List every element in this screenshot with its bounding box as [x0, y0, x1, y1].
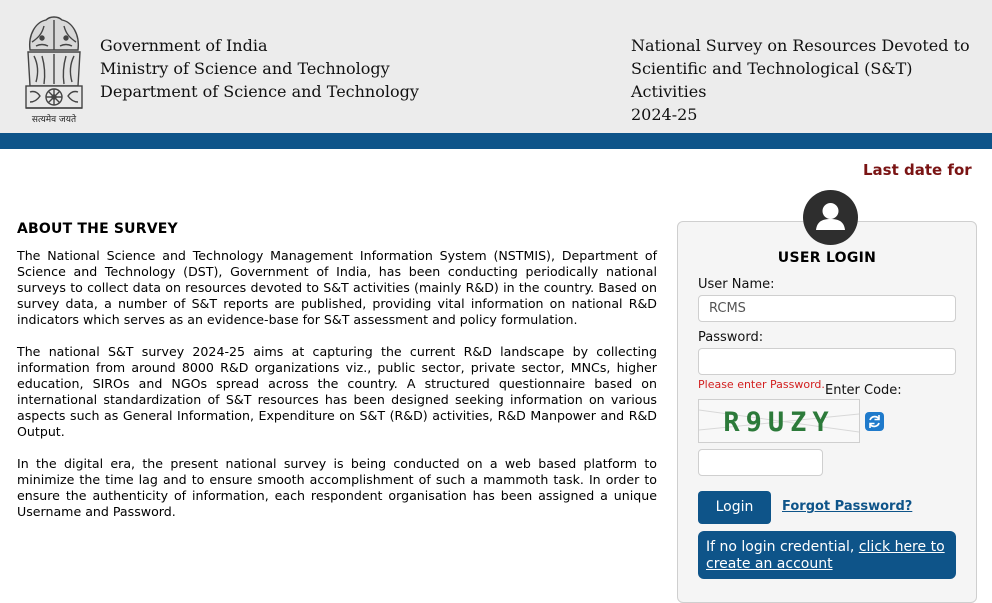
create-account-link[interactable]: click here to create an account: [706, 539, 945, 572]
captcha-input[interactable]: [698, 449, 823, 476]
captcha-image: [698, 399, 860, 443]
forgot-password-link[interactable]: Forgot Password?: [782, 499, 913, 514]
last-date-notice: Last date for: [863, 161, 972, 179]
login-title: USER LOGIN: [777, 250, 877, 266]
create-account-prefix: If no login credential,: [706, 539, 859, 555]
survey-year: 2024-25: [631, 105, 698, 124]
survey-line: National Survey on Resources Devoted to: [631, 36, 970, 55]
user-icon: [803, 190, 858, 245]
about-paragraph: The national S&T survey 2024-25 aims at capturing the current R&D landscape by collecting information from around 8000 R&D organizations viz., public sector, private sector, MNCs, higher education, SIROs and NGOs spread across the country. A structured questionnaire based on international standardization of S&T resources has been designed seeking information on various aspects such as General Information, Expenditure on S&T (R&D) activities, R&D Manpower and R&D Output.: [17, 344, 657, 439]
government-title: [100, 34, 419, 103]
about-paragraph: The National Science and Technology Management Information System (NSTMIS), Department of Science and Technology (DST), Government of India, has been conducting periodically national surveys to collect data on resources devoted to S&T activities (mainly R&D) in the country. Based on survey data, a number of S&T reports are published, providing vital information on national R&D indicators which serves as an evidence-base for S&T assessment and policy formulation.: [17, 248, 657, 327]
emblem-motto: सत्यमेव जयते: [31, 115, 77, 125]
site-header: [0, 0, 992, 133]
survey-line: Scientific and Technological (S&T) Activities: [631, 59, 913, 101]
national-emblem-icon: [22, 12, 86, 128]
login-button[interactable]: Login: [698, 491, 771, 524]
username-label: User Name:: [698, 277, 775, 292]
ministry-line: Ministry of Science and Technology: [100, 59, 390, 78]
password-error: Please enter Password.: [698, 378, 825, 391]
about-paragraph: In the digital era, the present national survey is being conducted on a web based platform to minimize the time lag and to ensure smooth accomplishment of such a mammoth task. In order to ensure the authenticity of information, each respondent organisation has been assigned a unique Username and Password.: [17, 456, 657, 519]
code-label: Enter Code:: [825, 383, 902, 398]
header-divider-bar: [0, 133, 992, 149]
about-title: ABOUT THE SURVEY: [17, 221, 178, 237]
department-line: Department of Science and Technology: [100, 82, 419, 101]
create-account-box: [698, 531, 956, 579]
password-label: Password:: [698, 330, 764, 345]
password-input[interactable]: [698, 348, 956, 375]
about-section: [17, 221, 657, 536]
gov-line: Government of India: [100, 36, 268, 55]
survey-title: [631, 34, 992, 126]
refresh-icon[interactable]: [865, 412, 884, 431]
username-input[interactable]: [698, 295, 956, 322]
captcha-text: R9UZY: [723, 407, 835, 438]
